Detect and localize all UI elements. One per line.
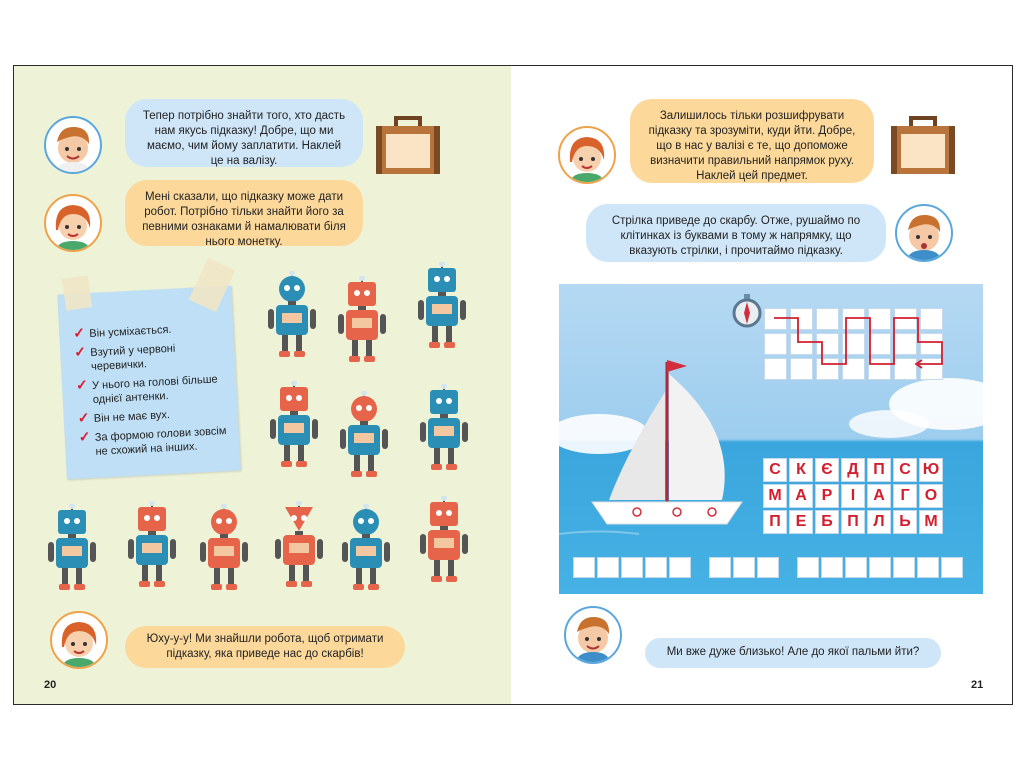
answer-cell[interactable]	[893, 557, 915, 578]
robot-figure[interactable]	[122, 501, 182, 591]
robot-figure[interactable]	[414, 496, 474, 586]
answer-cell[interactable]	[757, 557, 779, 578]
letter-cell: Ю	[919, 458, 943, 482]
sailboat	[587, 352, 747, 552]
robot-figure[interactable]	[42, 504, 102, 594]
answer-cell[interactable]	[573, 557, 595, 578]
answer-cell[interactable]	[597, 557, 619, 578]
letter-cell: Ь	[893, 510, 917, 534]
clue-note	[57, 286, 240, 480]
letter-cell: І	[841, 484, 865, 508]
letter-cell: М	[763, 484, 787, 508]
robot-figure[interactable]	[194, 504, 254, 594]
robot-figure[interactable]	[332, 276, 392, 366]
letter-cell: Е	[789, 510, 813, 534]
letter-cell: С	[763, 458, 787, 482]
robot-figure[interactable]	[412, 262, 472, 352]
checkmark-icon: ✓	[72, 324, 86, 341]
checkmark-icon: ✓	[77, 409, 90, 426]
letter-cell: А	[789, 484, 813, 508]
page-number: 21	[971, 679, 984, 691]
answer-cell[interactable]	[733, 557, 755, 578]
page-number: 20	[44, 679, 57, 691]
answer-cell[interactable]	[941, 557, 963, 578]
robot-figure[interactable]	[264, 381, 324, 471]
answer-cell[interactable]	[917, 557, 939, 578]
answer-cell[interactable]	[821, 557, 843, 578]
girl-avatar	[50, 611, 108, 669]
letter-cell: К	[789, 458, 813, 482]
girl-avatar	[44, 194, 102, 252]
letter-cell: С	[893, 458, 917, 482]
answer-cell[interactable]	[869, 557, 891, 578]
robot-figure[interactable]	[334, 391, 394, 481]
robot-figure[interactable]	[269, 501, 329, 591]
arrow-path	[762, 306, 962, 386]
speech-bubble-1: Тепер потрібно знайти того, хто дасть нам якусь підказку! Добре, що ми маємо, чим йому заплатити. Наклей це на валізу.	[125, 99, 363, 167]
checkmark-icon: ✓	[78, 428, 91, 445]
robot-figure[interactable]	[262, 271, 322, 361]
robot-figure[interactable]	[336, 504, 396, 594]
tape-decoration	[62, 275, 92, 310]
letter-cell: П	[867, 458, 891, 482]
clue-item: ✓ Він усміхається.	[72, 323, 172, 341]
boy-avatar	[44, 116, 102, 174]
speech-bubble-4: Залишилось тільки розшифрувати підказку та зрозуміти, куди йти. Добре, що в нас у валізі є те, що допоможе визначити правильний напрямок руху. Наклей цей предмет.	[630, 99, 874, 183]
book-spread	[13, 65, 1013, 705]
suitcase-sticker-slot	[374, 114, 442, 176]
letter-cell: Г	[893, 484, 917, 508]
girl-avatar	[558, 126, 616, 184]
letter-cell: Є	[815, 458, 839, 482]
letter-cell: О	[919, 484, 943, 508]
letter-cell: М	[919, 510, 943, 534]
answer-cell[interactable]	[797, 557, 819, 578]
letter-cell: Л	[867, 510, 891, 534]
suitcase-sticker-slot	[889, 114, 957, 176]
letter-cell: П	[841, 510, 865, 534]
left-page	[14, 66, 511, 704]
letter-cell: А	[867, 484, 891, 508]
letter-cell: Р	[815, 484, 839, 508]
speech-bubble-2: Мені сказали, що підказку може дати робот. Потрібно тільки знайти його за певними ознаками й намалювати біля нього монетку.	[125, 180, 363, 246]
clue-item: ✓ За формою голови зовсім не схожий на інших.	[78, 425, 227, 458]
letter-cell: Д	[841, 458, 865, 482]
checkmark-icon: ✓	[75, 376, 89, 393]
clue-item: ✓ У нього на голові більше однієї антенки.	[75, 373, 218, 406]
compass-icon	[732, 294, 762, 328]
letter-cell: Б	[815, 510, 839, 534]
answer-cell[interactable]	[845, 557, 867, 578]
answer-cell[interactable]	[645, 557, 667, 578]
speech-bubble-5: Стрілка приведе до скарбу. Отже, рушаймо по клітинках із буквами в тому ж напрямку, що вказують стрілки, і прочитаймо підказку.	[586, 204, 886, 262]
answer-cell[interactable]	[669, 557, 691, 578]
speech-bubble-6: Ми вже дуже близько! Але до якої пальми йти?	[645, 638, 941, 668]
clue-item: ✓ Він не має вух.	[77, 408, 171, 426]
clue-item: ✓ Взутий у червоні черевички.	[73, 342, 176, 374]
answer-cell[interactable]	[709, 557, 731, 578]
checkmark-icon: ✓	[73, 343, 87, 360]
boy-avatar	[895, 204, 953, 262]
robot-figure[interactable]	[414, 384, 474, 474]
letter-cell: П	[763, 510, 787, 534]
speech-bubble-3: Юху-у-у! Ми знайшли робота, щоб отримати підказку, яка приведе нас до скарбів!	[125, 626, 405, 668]
sea-puzzle-scene	[559, 284, 983, 594]
answer-cell[interactable]	[621, 557, 643, 578]
boy-avatar	[564, 606, 622, 664]
